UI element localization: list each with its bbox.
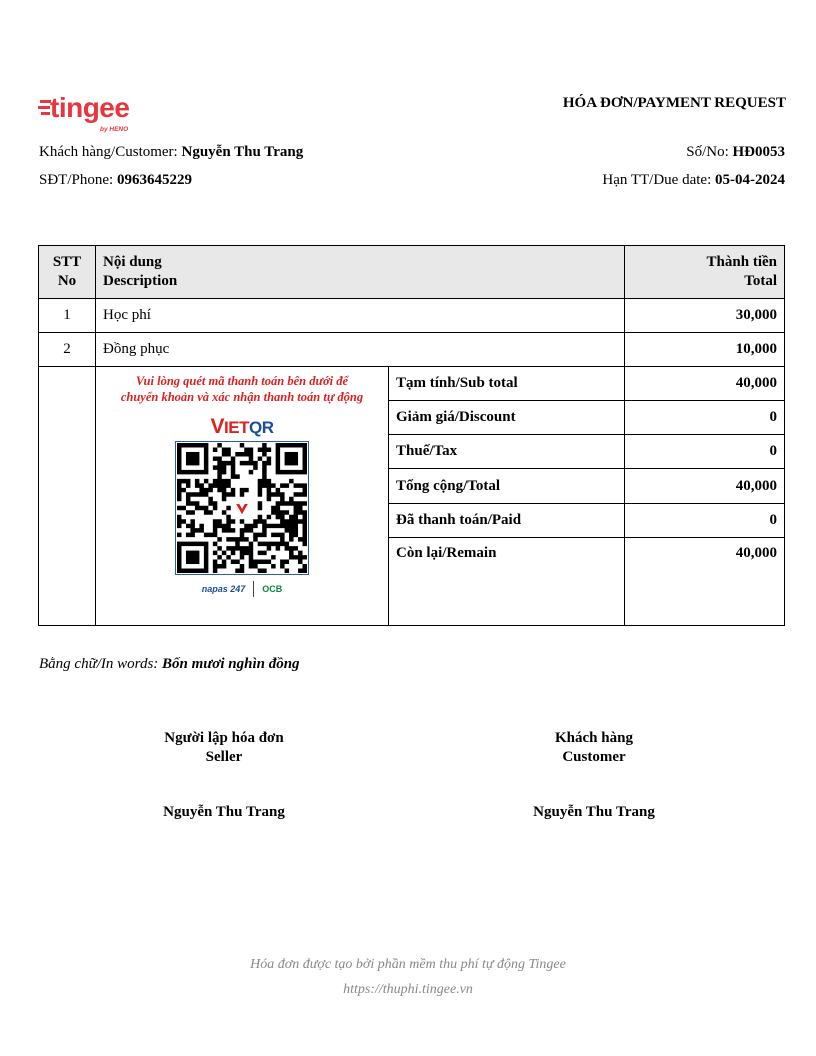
row-total: 10,000	[625, 333, 785, 367]
row-no: 2	[39, 333, 96, 367]
table-row	[39, 333, 785, 367]
footer-note: Hóa đơn được tạo bởi phần mềm thu phí tự động Tingee	[250, 957, 566, 972]
summary-value: 40,000	[625, 367, 785, 401]
brand-byline: by HENO	[100, 126, 129, 133]
summary-row-subtotal	[39, 367, 785, 401]
row-description: Học phí	[96, 299, 625, 333]
invoice-number-value: HĐ0053	[732, 144, 785, 160]
invoice-number-label: Số/No:	[686, 144, 729, 160]
amount-in-words	[39, 656, 300, 673]
due-date-label: Hạn TT/Due date:	[602, 172, 712, 188]
qr-code-icon	[177, 443, 307, 573]
summary-label: Đã thanh toán/Paid	[389, 504, 625, 538]
summary-label: Giảm giá/Discount	[389, 401, 625, 435]
customer-subtitle: Customer	[562, 749, 626, 765]
phone-value: 0963645229	[116, 172, 192, 188]
seller-signature-block	[114, 729, 334, 822]
in-words-label: Bằng chữ/In words:	[39, 656, 159, 672]
ocb-logo: OCB	[262, 584, 283, 594]
customer-label: Khách hàng/Customer:	[39, 144, 178, 160]
invoice-table	[38, 245, 785, 626]
customer-line	[39, 144, 303, 161]
customer-name: Nguyễn Thu Trang	[533, 804, 655, 820]
due-date-value: 05-04-2024	[715, 172, 785, 188]
empty-cell	[39, 367, 96, 626]
seller-subtitle: Seller	[205, 749, 243, 765]
summary-value: 0	[625, 401, 785, 435]
table-row	[39, 299, 785, 333]
customer-value: Nguyễn Thu Trang	[181, 144, 304, 160]
summary-value: 0	[625, 504, 785, 538]
row-description: Đồng phục	[96, 333, 625, 367]
vietqr-logo: VIETQR	[210, 415, 274, 438]
summary-label: Tạm tính/Sub total	[389, 367, 625, 401]
napas-logo: napas 247	[201, 584, 246, 594]
payment-qr-code[interactable]	[175, 441, 309, 575]
row-no: 1	[39, 299, 96, 333]
logo-divider	[253, 581, 254, 597]
tingee-logo	[38, 94, 138, 138]
phone-label: SĐT/Phone:	[39, 172, 114, 188]
footer-link[interactable]: https://thuphi.tingee.vn	[343, 982, 473, 997]
summary-value: 40,000	[625, 469, 785, 504]
header-no: STT No	[39, 246, 96, 299]
header-total: Thành tiền Total	[625, 246, 785, 299]
table-header-row	[39, 246, 785, 299]
customer-signature-block	[484, 729, 704, 822]
summary-label: Tổng cộng/Total	[389, 469, 625, 504]
phone-line	[39, 172, 192, 189]
brand-name: tingee	[50, 92, 130, 123]
seller-title: Người lập hóa đơn	[164, 730, 284, 746]
qr-instruction: Vui lòng quét mã thanh toán bên dưới để chuyển khoản và xác nhận thanh toán tự động	[120, 374, 364, 404]
customer-title: Khách hàng	[555, 730, 633, 746]
due-date-line	[602, 172, 785, 189]
document-title: HÓA ĐƠN/PAYMENT REQUEST	[562, 95, 786, 111]
summary-value: 40,000	[625, 538, 785, 626]
summary-label: Thuế/Tax	[389, 435, 625, 469]
summary-label: Còn lại/Remain	[389, 538, 625, 626]
summary-value: 0	[625, 435, 785, 469]
bank-logos	[100, 581, 384, 597]
invoice-number-line	[686, 144, 785, 161]
qr-payment-cell	[96, 367, 389, 626]
seller-name: Nguyễn Thu Trang	[163, 804, 285, 820]
row-total: 30,000	[625, 299, 785, 333]
in-words-value: Bốn mươi nghìn đồng	[162, 656, 300, 672]
header-description: Nội dung Description	[96, 246, 625, 299]
